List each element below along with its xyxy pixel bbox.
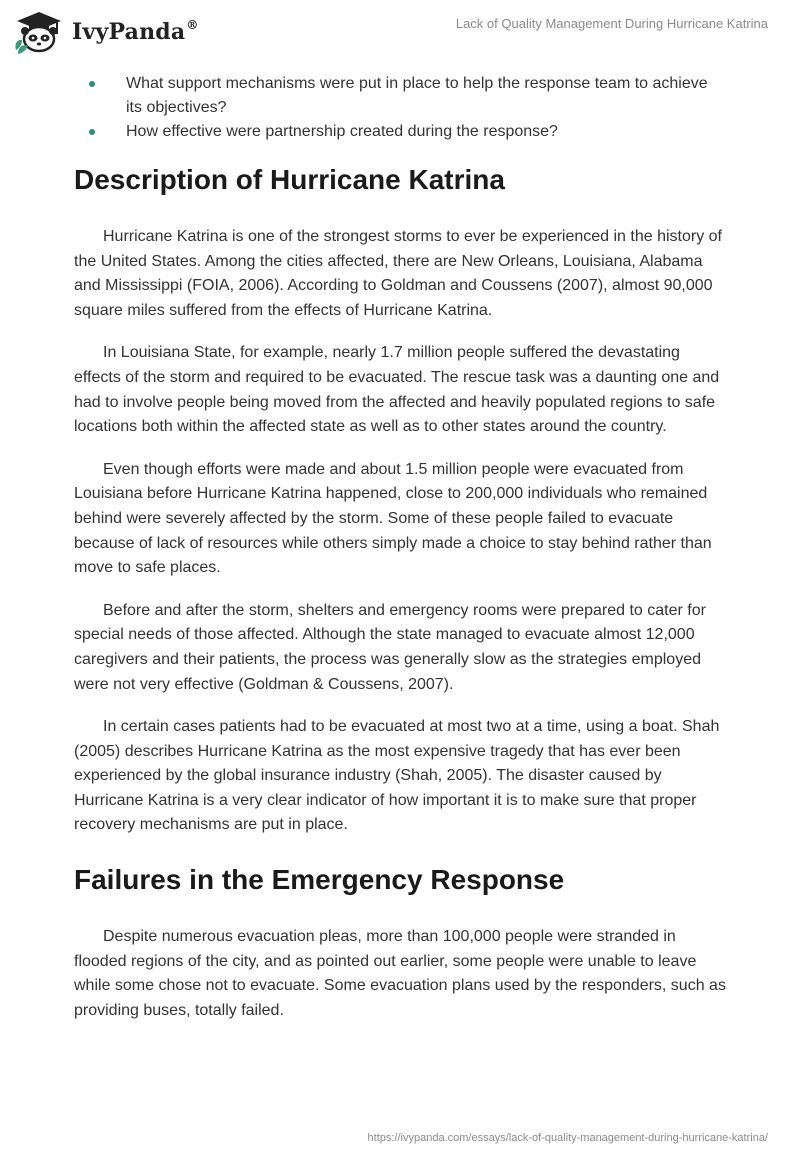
list-item-text: What support mechanisms were put in place to help the response team to achieve its objectives?	[126, 75, 708, 116]
paragraph: Even though efforts were made and about 1.5 million people were evacuated from Louisiana before Hurricane Katrina happened, close to 200,000 individuals who remained behind were severely affected by the storm. Some of these people failed to evacuate because of lack of resources while others simply made a choice to stay behind rather than move to safe places.	[74, 460, 712, 577]
registered-mark: ®	[186, 17, 199, 32]
bullet-icon	[89, 129, 95, 135]
section-heading-failures: Failures in the Emergency Response	[74, 864, 565, 896]
bullet-icon	[89, 81, 95, 87]
document-title: Lack of Quality Management During Hurricane Katrina	[455, 16, 768, 31]
section-heading-description: Description of Hurricane Katrina	[74, 164, 505, 195]
list-item-text: How effective were partnership created during the response?	[126, 123, 558, 140]
list-item	[74, 72, 726, 120]
ivypanda-logo[interactable]	[14, 8, 199, 56]
paragraph: In certain cases patients had to be evacuated at most two at a time, using a boat. Shah (2005) describes Hurricane Katrina as the most expensive tragedy that has ever been experienced by the global insurance industry (Shah, 2005). The disaster caused by Hurricane Katrina is a very clear indicator of how important it is to make sure that proper recovery mechanisms are put in place.	[74, 718, 720, 834]
paragraph: Despite numerous evacuation pleas, more than 100,000 people were stranded in flooded regions of the city, and as pointed out earlier, some people were unable to leave while some chose not to evacuate. Some evacuation plans used by the responders, such as providing buses, totally failed.	[74, 928, 726, 1019]
essay-content	[74, 72, 726, 1023]
question-list	[74, 72, 726, 144]
brand-name: IvyPanda®	[72, 17, 199, 45]
paragraph: In Louisiana State, for example, nearly 1.7 million people suffered the devastating effects of the storm and required to be evacuated. The rescue task was a daunting one and had to involve people being moved from the affected and heavily populated regions to safe locations both within the affected state as well as to other states around the country.	[74, 344, 720, 436]
page-header	[0, 0, 800, 64]
paragraph: Before and after the storm, shelters and emergency rooms were prepared to cater for special needs of those affected. Although the state managed to evacuate almost 12,000 caregivers and their patients, the process was generally slow as the strategies employed were not very effective (Goldman & Coussens, 2007).	[74, 601, 706, 693]
panda-graduate-icon	[14, 10, 64, 54]
paragraph: Hurricane Katrina is one of the strongest storms to ever be experienced in the history of the United States. Among the cities affected, there are New Orleans, Louisiana, Alabama and Mississippi (FOIA, 2006). According to Goldman and Coussens (2007), almost 90,000 square miles suffered from the effects of Hurricane Katrina.	[74, 228, 722, 319]
list-item	[74, 120, 726, 144]
source-url-link[interactable]: https://ivypanda.com/essays/lack-of-quality-management-during-hurricane-katrina/	[367, 1132, 768, 1144]
